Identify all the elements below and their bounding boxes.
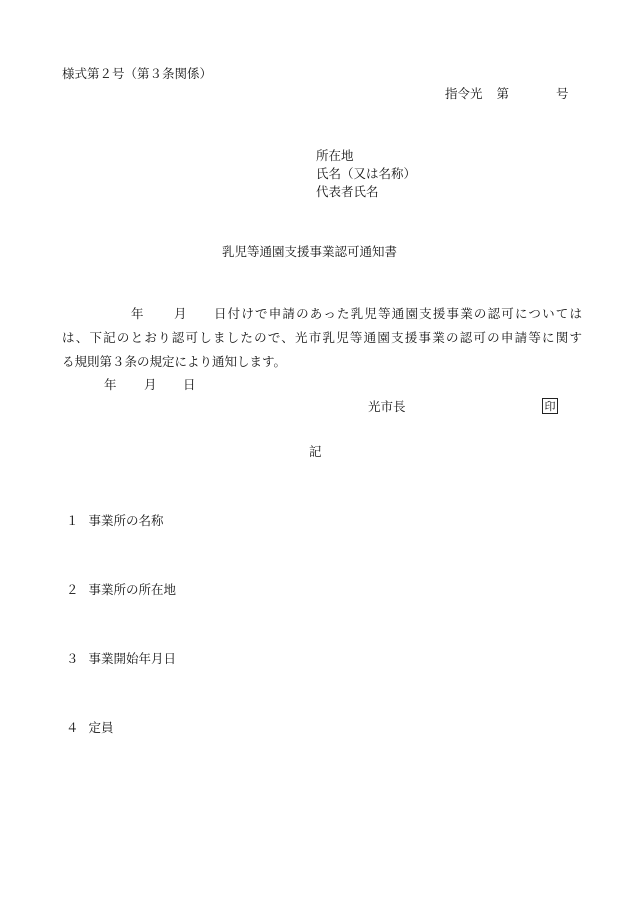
item-number: ２ (66, 582, 79, 597)
seal-mark: 印 (542, 398, 558, 414)
recipient-name-label: 氏名（又は名称） (316, 166, 417, 181)
issuer-title: 光市長 (368, 399, 406, 414)
ki-label: 記 (309, 444, 322, 459)
reference-number (445, 86, 509, 102)
issue-date-day: 日 (183, 377, 196, 392)
reference-prefix: 指令光 (445, 86, 483, 101)
issue-date-month: 月 (144, 377, 157, 392)
item-4 (66, 720, 114, 736)
body-line-1: 日付けで申請のあった乳児等通園支援事業の認可については (214, 306, 582, 321)
reference-dai: 第 (496, 86, 510, 101)
reference-go: 号 (556, 86, 569, 101)
item-label: 事業所の所在地 (88, 582, 177, 597)
item-number: ４ (66, 720, 79, 735)
item-label: 定員 (88, 720, 114, 735)
item-1 (66, 513, 164, 529)
item-2 (66, 582, 176, 598)
item-number: １ (66, 513, 79, 528)
recipient-address-label: 所在地 (316, 148, 354, 163)
item-label: 事業開始年月日 (88, 651, 177, 666)
item-number: ３ (66, 651, 79, 666)
form-label: 様式第２号（第３条関係） (62, 66, 213, 81)
item-3 (66, 651, 176, 667)
body-date-month: 月 (174, 306, 187, 321)
body-line-3: る規則第３条の規定により通知します。 (62, 354, 287, 369)
item-label: 事業所の名称 (88, 513, 164, 528)
document-title: 乳児等通園支援事業認可通知書 (222, 244, 398, 259)
issue-date-year: 年 (104, 377, 117, 392)
body-line-2: は、下記のとおり認可しましたので、光市乳児等通園支援事業の認可の申請等に関す (62, 330, 582, 345)
recipient-representative-label: 代表者氏名 (316, 184, 379, 199)
body-date-year: 年 (131, 306, 144, 321)
